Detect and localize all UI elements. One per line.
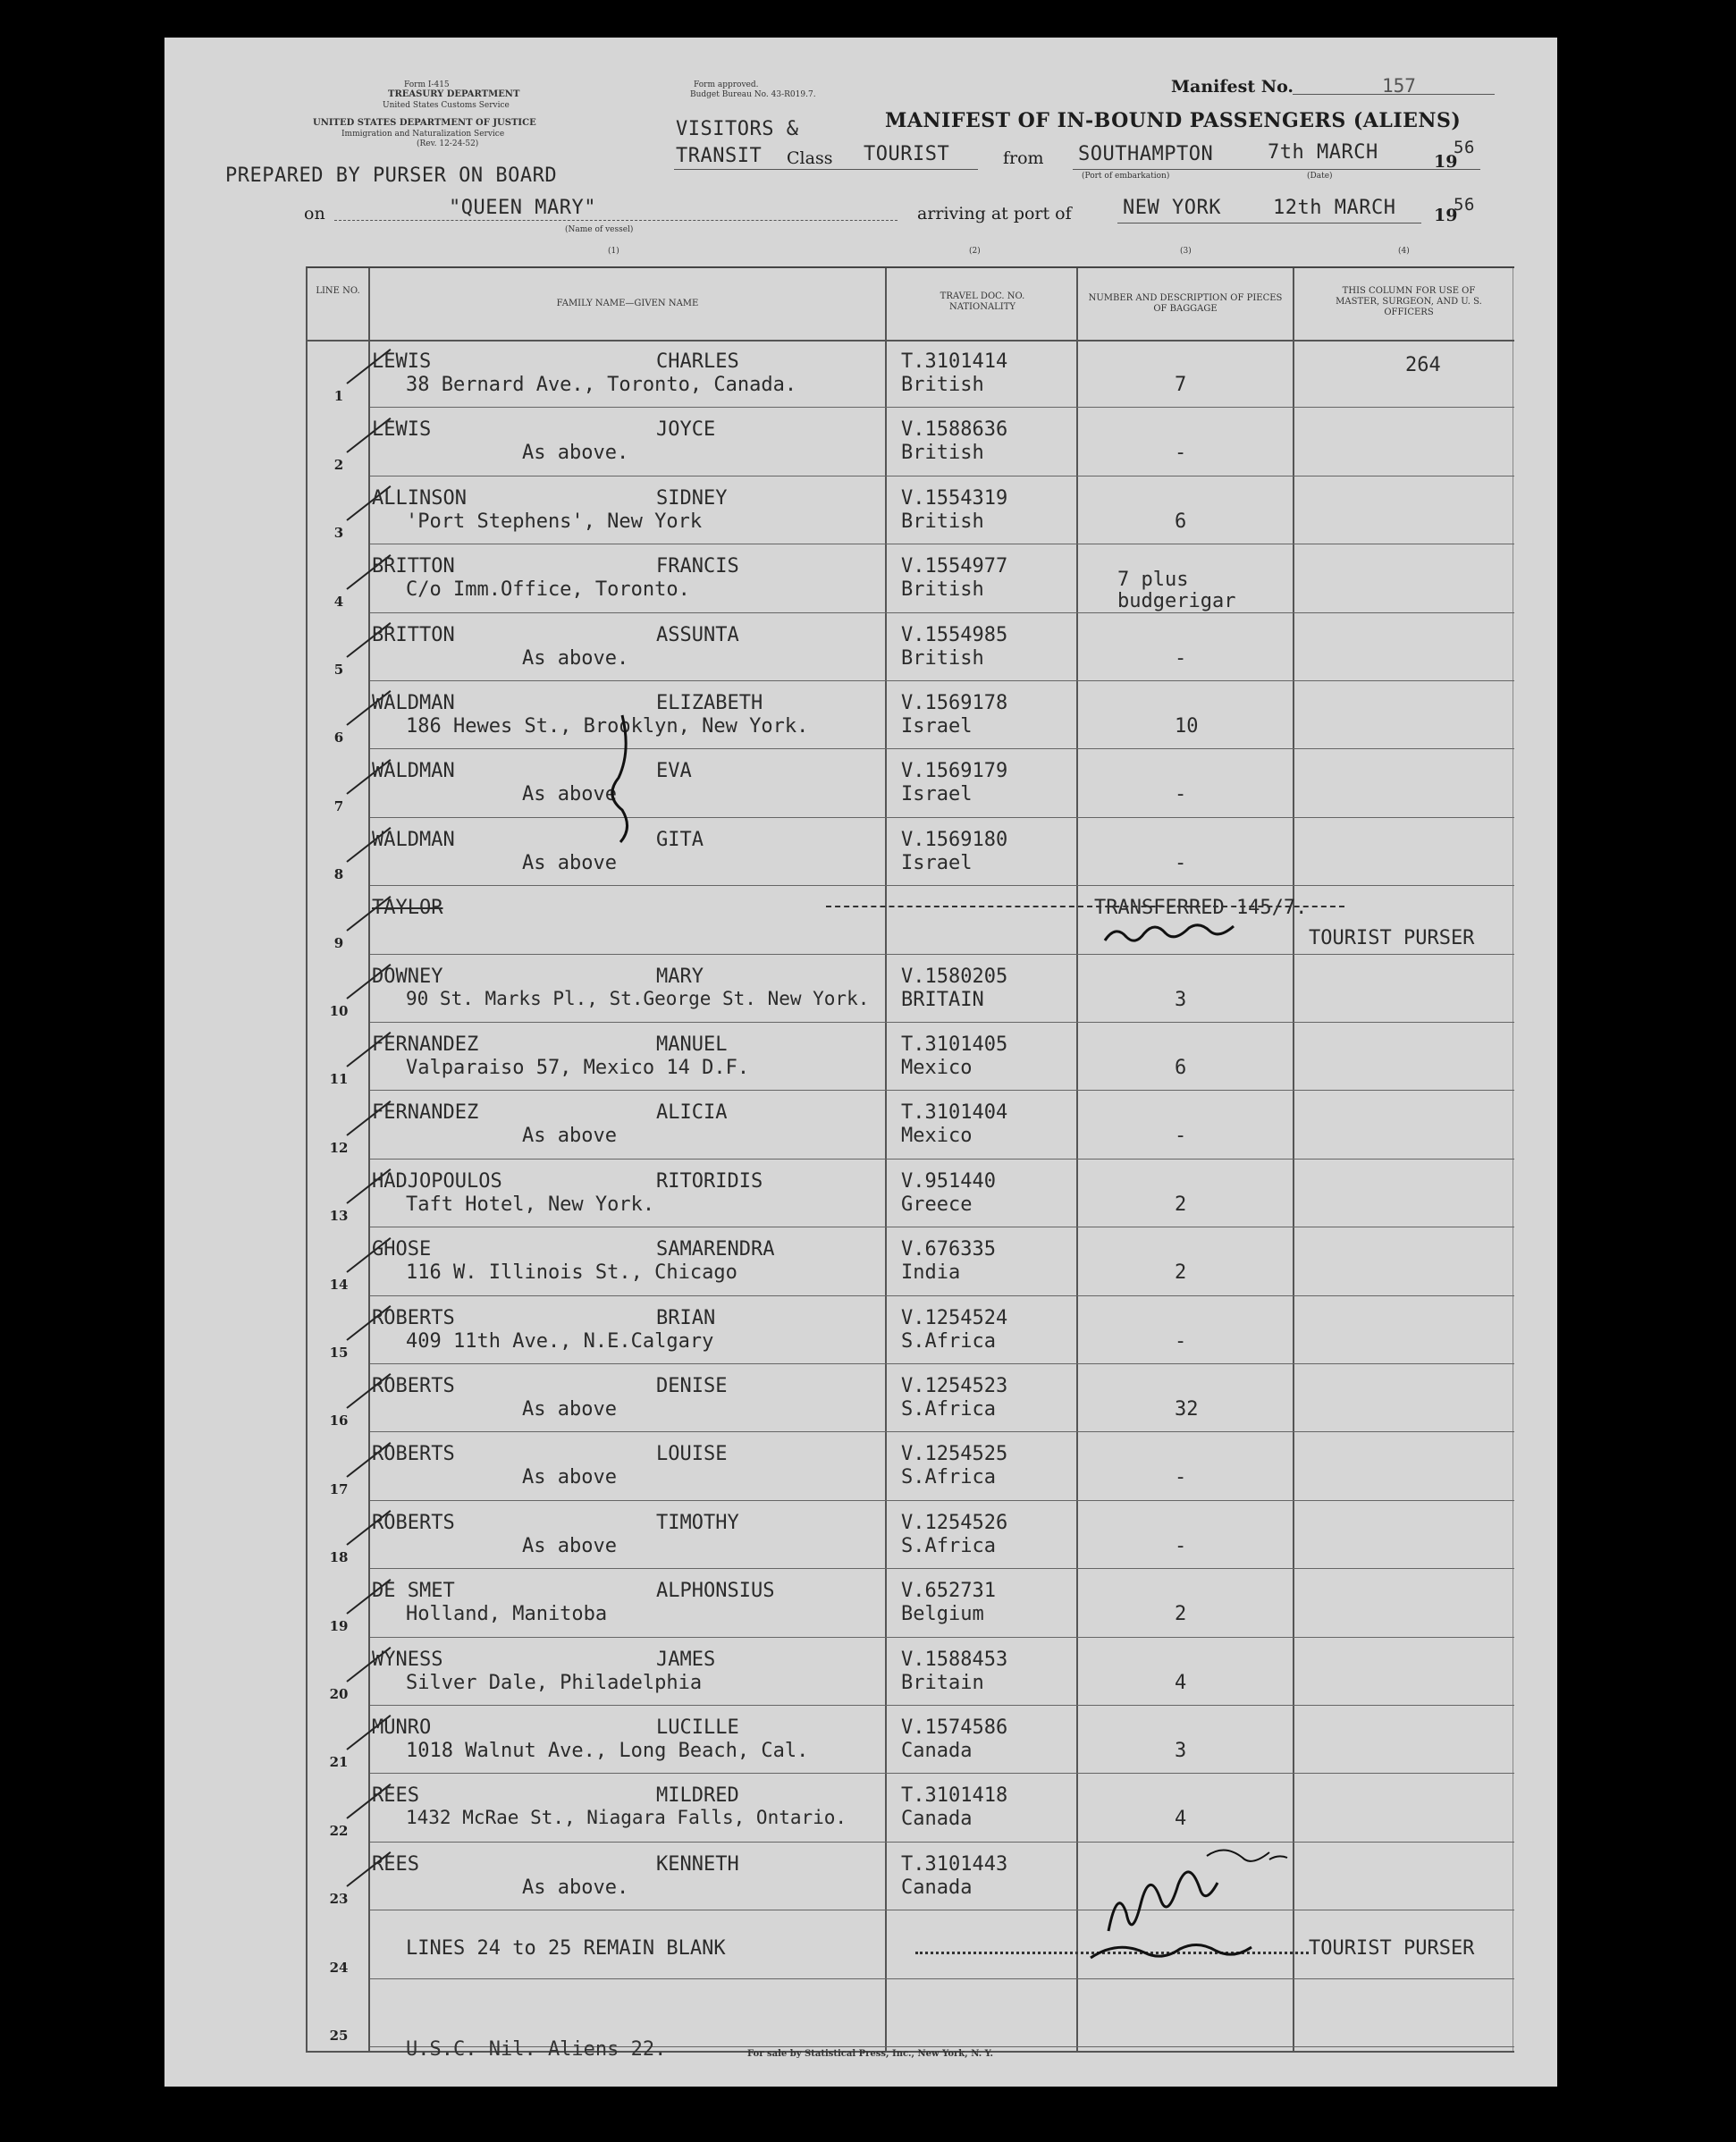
family-name: LEWIS — [372, 418, 432, 442]
family-name: WYNESS — [372, 1648, 443, 1671]
given-name: ALICIA — [656, 1101, 728, 1125]
given-name: TIMOTHY — [656, 1511, 739, 1534]
officer-note: TOURIST PURSER — [1309, 1937, 1475, 1961]
baggage: 7 plus budgerigar — [1117, 569, 1236, 613]
col-header-name: FAMILY NAME—GIVEN NAME — [556, 299, 699, 308]
given-name: GITA — [656, 828, 704, 851]
row-divider — [370, 1363, 1514, 1364]
year-prefix-2: 19 — [1434, 206, 1458, 225]
line-number: 22 — [329, 1822, 349, 1839]
family-name: GHOSE — [372, 1238, 432, 1261]
officer-note: TOURIST PURSER — [1309, 927, 1475, 950]
col-header-officers: THIS COLUMN FOR USE OF MASTER, SURGEON, AND U. S. OFFICERS — [1336, 286, 1482, 317]
given-name: CHARLES — [656, 350, 739, 373]
row-divider — [370, 1705, 1514, 1706]
travel-doc-no: V.1569178 — [901, 692, 1008, 714]
embark-date: 7th MARCH — [1268, 141, 1378, 164]
line-number: 11 — [329, 1071, 349, 1088]
given-name: DENISE — [656, 1375, 728, 1397]
address: As above. — [522, 646, 629, 670]
footer-summary: U.S.C. Nil. Aliens 22. — [406, 2038, 667, 2061]
baggage: 6 — [1175, 510, 1187, 533]
travel-doc-no: V.676335 — [901, 1238, 996, 1261]
nationality: British — [901, 442, 984, 465]
row-divider — [370, 1431, 1514, 1432]
travel-doc-no: T.3101405 — [901, 1033, 1008, 1056]
address: 38 Bernard Ave., Toronto, Canada. — [406, 374, 797, 396]
family-name: FERNANDEZ — [372, 1033, 479, 1056]
family-name: DE SMET — [372, 1580, 455, 1603]
travel-doc-no: V.1254524 — [901, 1306, 1008, 1329]
baggage: - — [1175, 851, 1187, 874]
line-number: 13 — [329, 1208, 349, 1225]
travel-doc-no: V.652731 — [901, 1580, 996, 1603]
port-embark-caption: (Port of embarkation) — [1082, 172, 1170, 181]
nationality: Canada — [901, 1808, 973, 1831]
travel-doc-no: V.1554319 — [901, 486, 1008, 510]
row-divider — [370, 1295, 1514, 1296]
arrival-line — [1117, 222, 1421, 223]
address: Silver Dale, Philadelphia — [406, 1671, 703, 1694]
given-name: RITORIDIS — [656, 1169, 763, 1193]
family-name: LEWIS — [372, 350, 432, 373]
nationality: Mexico — [901, 1057, 973, 1079]
handwritten-signature — [1037, 1824, 1332, 1976]
nationality: India — [901, 1261, 961, 1285]
baggage: 32 — [1175, 1398, 1199, 1421]
nationality: Britain — [901, 1671, 984, 1694]
nationality: British — [901, 578, 984, 602]
col-header-doc: TRAVEL DOC. NO. NATIONALITY — [940, 291, 1025, 312]
row-divider — [370, 407, 1514, 408]
handwritten-initials — [1100, 917, 1296, 953]
vessel-line — [334, 220, 897, 221]
year-suffix-2: 56 — [1454, 195, 1475, 215]
given-name: ALPHONSIUS — [656, 1580, 775, 1603]
class-value: TOURIST — [864, 143, 950, 165]
travel-doc-no: V.951440 — [901, 1169, 996, 1193]
col-divider — [1293, 268, 1294, 2051]
line-number: 7 — [333, 797, 344, 814]
given-name: ELIZABETH — [656, 692, 763, 714]
col-header-line: LINE NO. — [316, 286, 360, 296]
baggage: 2 — [1175, 1261, 1187, 1285]
row-divider — [370, 1842, 1514, 1843]
address: As above. — [522, 442, 629, 465]
row-divider — [370, 1090, 1514, 1091]
row-divider — [370, 1978, 1514, 1979]
address: 186 Hewes St., Brooklyn, New York. — [406, 715, 809, 738]
rev-date: (Rev. 12-24-52) — [417, 139, 479, 148]
nationality: British — [901, 510, 984, 533]
form-id: Form I-415 — [404, 80, 450, 89]
family-name: WALDMAN — [372, 828, 455, 851]
given-name: JOYCE — [656, 418, 716, 442]
baggage: - — [1175, 1534, 1187, 1557]
nationality: S.Africa — [901, 1466, 996, 1489]
given-name: SIDNEY — [656, 486, 728, 510]
line-number: 19 — [329, 1617, 349, 1634]
line-number: 15 — [329, 1345, 349, 1361]
family-name: ROBERTS — [372, 1511, 455, 1534]
row-divider — [370, 1773, 1514, 1774]
travel-doc-no: V.1569180 — [901, 828, 1008, 851]
nationality: BRITAIN — [901, 988, 984, 1011]
family-name: WALDMAN — [372, 760, 455, 783]
given-name: BRIAN — [656, 1306, 716, 1329]
family-name: ROBERTS — [372, 1375, 455, 1397]
address: Valparaiso 57, Mexico 14 D.F. — [406, 1057, 750, 1079]
date-caption: (Date) — [1307, 172, 1333, 181]
arrival-date: 12th MARCH — [1273, 197, 1396, 219]
address: 90 St. Marks Pl., St.George St. New York. — [406, 987, 870, 1009]
line-number: 12 — [329, 1139, 349, 1156]
address: 409 11th Ave., N.E.Calgary — [406, 1329, 714, 1353]
row-divider — [370, 1500, 1514, 1501]
family-name: LINES 24 to 25 REMAIN BLANK — [406, 1937, 726, 1961]
travel-doc-no: V.1254525 — [901, 1443, 1008, 1466]
given-name: LOUISE — [656, 1443, 728, 1466]
address: As above. — [522, 1876, 629, 1899]
baggage: - — [1175, 783, 1187, 806]
class-line — [674, 168, 978, 170]
address: As above — [522, 851, 617, 874]
nationality: S.Africa — [901, 1534, 996, 1557]
row-divider — [370, 1022, 1514, 1023]
col-num-2: (2) — [969, 247, 981, 256]
nationality: Canada — [901, 1740, 973, 1762]
port-embark: SOUTHAMPTON — [1078, 143, 1214, 165]
travel-doc-no: V.1554977 — [901, 555, 1008, 578]
address: As above — [522, 1534, 617, 1557]
line-number: 23 — [329, 1891, 349, 1908]
travel-doc-no: T.3101404 — [901, 1101, 1008, 1125]
address: As above — [522, 1398, 617, 1421]
baggage: 4 — [1175, 1671, 1187, 1694]
family-name: ALLINSON — [372, 486, 467, 510]
passenger-table — [306, 266, 1514, 2053]
given-name: EVA — [656, 760, 692, 783]
given-name: MILDRED — [656, 1784, 739, 1808]
travel-doc-no: V.1554985 — [901, 623, 1008, 646]
row-divider — [370, 680, 1514, 681]
arrival-port: NEW YORK — [1123, 197, 1221, 219]
from-label: from — [1003, 148, 1044, 168]
given-name: KENNETH — [656, 1852, 739, 1876]
header-divider — [308, 340, 1514, 342]
dept-treasury: TREASURY DEPARTMENT — [388, 89, 520, 99]
travel-doc-no: V.1574586 — [901, 1716, 1008, 1739]
baggage: 7 — [1175, 374, 1187, 396]
travel-doc-no: T.3101443 — [901, 1852, 1008, 1876]
col-num-4: (4) — [1398, 247, 1410, 256]
family-name: HADJOPOULOS — [372, 1169, 502, 1193]
year-prefix-1: 19 — [1434, 152, 1458, 172]
given-name: MANUEL — [656, 1033, 728, 1056]
baggage: - — [1175, 442, 1187, 465]
class-typed-2: TRANSIT — [676, 145, 763, 167]
footer-printer: For sale by Statistical Press, Inc., New York, N. Y. — [747, 2049, 993, 2059]
family-name: BRITTON — [372, 555, 455, 578]
nationality: Belgium — [901, 1603, 984, 1626]
baggage: 10 — [1175, 715, 1199, 738]
travel-doc-no: V.1254526 — [901, 1511, 1008, 1534]
dept-justice-sub: Immigration and Naturalization Service — [341, 130, 505, 139]
line-number: 1 — [333, 388, 344, 405]
col-num-1: (1) — [608, 247, 619, 256]
given-name: SAMARENDRA — [656, 1238, 775, 1261]
line-number: 18 — [329, 1549, 349, 1566]
line-number: 3 — [333, 525, 344, 542]
baggage: 2 — [1175, 1603, 1187, 1626]
travel-doc-no: V.1569179 — [901, 760, 1008, 783]
nationality: British — [901, 374, 984, 396]
family-name: ROBERTS — [372, 1443, 455, 1466]
address: As above — [522, 1125, 617, 1148]
family-name: TAYLOR — [372, 897, 443, 920]
nationality: Greece — [901, 1193, 973, 1216]
budget-no: Budget Bureau No. 43-R019.7. — [690, 90, 816, 99]
line-number: 14 — [329, 1276, 349, 1293]
address: 116 W. Illinois St., Chicago — [406, 1261, 737, 1285]
line-number: 20 — [329, 1686, 349, 1702]
row-divider — [370, 817, 1514, 818]
nationality: Mexico — [901, 1125, 973, 1148]
line-number: 2 — [333, 456, 344, 473]
strike-leader — [826, 906, 1344, 907]
on-label: on — [304, 204, 325, 223]
baggage: - — [1175, 1466, 1187, 1489]
travel-doc-no: T.3101414 — [901, 350, 1008, 373]
line-number: 16 — [329, 1413, 349, 1429]
line-number: 21 — [329, 1754, 349, 1771]
family-name: REES — [372, 1852, 419, 1876]
line-number: 8 — [333, 866, 344, 883]
given-name: MARY — [656, 965, 704, 988]
baggage: 3 — [1175, 988, 1187, 1011]
baggage: 2 — [1175, 1193, 1187, 1216]
row-divider — [370, 1159, 1514, 1160]
year-suffix-1: 56 — [1454, 138, 1475, 157]
travel-doc-no: V.1588636 — [901, 418, 1008, 442]
vessel-caption: (Name of vessel) — [565, 225, 634, 234]
family-name: MUNRO — [372, 1716, 432, 1739]
arriving-label: arriving at port of — [917, 204, 1072, 223]
row-divider — [370, 1637, 1514, 1638]
row-divider — [370, 612, 1514, 613]
approved-label: Form approved. — [694, 80, 759, 89]
family-name: BRITTON — [372, 623, 455, 646]
manifest-title: MANIFEST OF IN-BOUND PASSENGERS (ALIENS) — [885, 109, 1462, 132]
baggage: 6 — [1175, 1057, 1187, 1079]
travel-doc-no: V.1254523 — [901, 1375, 1008, 1397]
row-divider — [370, 1568, 1514, 1569]
nationality: S.Africa — [901, 1329, 996, 1353]
baggage: - — [1175, 1329, 1187, 1353]
travel-doc-no: T.3101418 — [901, 1784, 1008, 1808]
officer-note: 264 — [1405, 354, 1441, 376]
address: Taft Hotel, New York. — [406, 1193, 655, 1216]
family-name: DOWNEY — [372, 965, 443, 988]
row-divider — [370, 954, 1514, 955]
line-number: 6 — [333, 729, 344, 746]
col-divider — [885, 268, 887, 2051]
row-divider — [370, 748, 1514, 749]
address: 1432 McRae St., Niagara Falls, Ontario. — [406, 1807, 847, 1829]
manifest-no-value: 157 — [1382, 75, 1416, 97]
address: 'Port Stephens', New York — [406, 510, 703, 533]
address: C/o Imm.Office, Toronto. — [406, 578, 690, 602]
given-name: ASSUNTA — [656, 623, 739, 646]
line-number: 24 — [329, 1959, 349, 1976]
nationality: Israel — [901, 715, 973, 738]
address: As above — [522, 783, 617, 806]
travel-doc-no: V.1580205 — [901, 965, 1008, 988]
dept-treasury-sub: United States Customs Service — [383, 101, 510, 110]
line-number: 10 — [329, 1003, 349, 1019]
family-name: FERNANDEZ — [372, 1101, 479, 1125]
baggage: 4 — [1175, 1808, 1187, 1831]
given-name: LUCILLE — [656, 1716, 739, 1739]
given-name: JAMES — [656, 1648, 716, 1671]
class-typed-1: VISITORS & — [676, 118, 799, 140]
line-number: 9 — [333, 934, 344, 951]
line-number: 25 — [329, 2028, 349, 2044]
nationality: S.Africa — [901, 1398, 996, 1421]
manifest-no-label: Manifest No. — [1171, 77, 1294, 97]
col-header-baggage: NUMBER AND DESCRIPTION OF PIECES OF BAGGAGE — [1088, 293, 1283, 314]
baggage: - — [1175, 1125, 1187, 1148]
family-name: ROBERTS — [372, 1306, 455, 1329]
row-divider — [370, 885, 1514, 886]
class-label: Class — [787, 148, 833, 168]
line-number: 5 — [333, 662, 344, 678]
nationality: Canada — [901, 1876, 973, 1899]
nationality: British — [901, 646, 984, 670]
address: Holland, Manitoba — [406, 1603, 608, 1626]
embark-line — [1073, 168, 1480, 170]
baggage: 3 — [1175, 1740, 1187, 1762]
prepared-by: PREPARED BY PURSER ON BOARD — [225, 164, 558, 187]
given-name: FRANCIS — [656, 555, 739, 578]
col-num-3: (3) — [1180, 247, 1192, 256]
nationality: Israel — [901, 851, 973, 874]
family-name: REES — [372, 1784, 419, 1808]
vessel-name: "QUEEN MARY" — [449, 197, 596, 219]
line-number: 17 — [329, 1480, 349, 1497]
nationality: Israel — [901, 783, 973, 806]
family-name: WALDMAN — [372, 692, 455, 714]
dept-justice: UNITED STATES DEPARTMENT OF JUSTICE — [313, 118, 536, 128]
baggage: TRANSFERRED 145/7. — [1094, 897, 1308, 920]
travel-doc-no: V.1588453 — [901, 1648, 1008, 1671]
address: 1018 Walnut Ave., Long Beach, Cal. — [406, 1740, 809, 1762]
col-divider — [1076, 268, 1078, 2051]
address: As above — [522, 1466, 617, 1489]
line-number: 4 — [333, 593, 344, 610]
baggage: - — [1175, 646, 1187, 670]
handwritten-bracket — [595, 712, 649, 846]
